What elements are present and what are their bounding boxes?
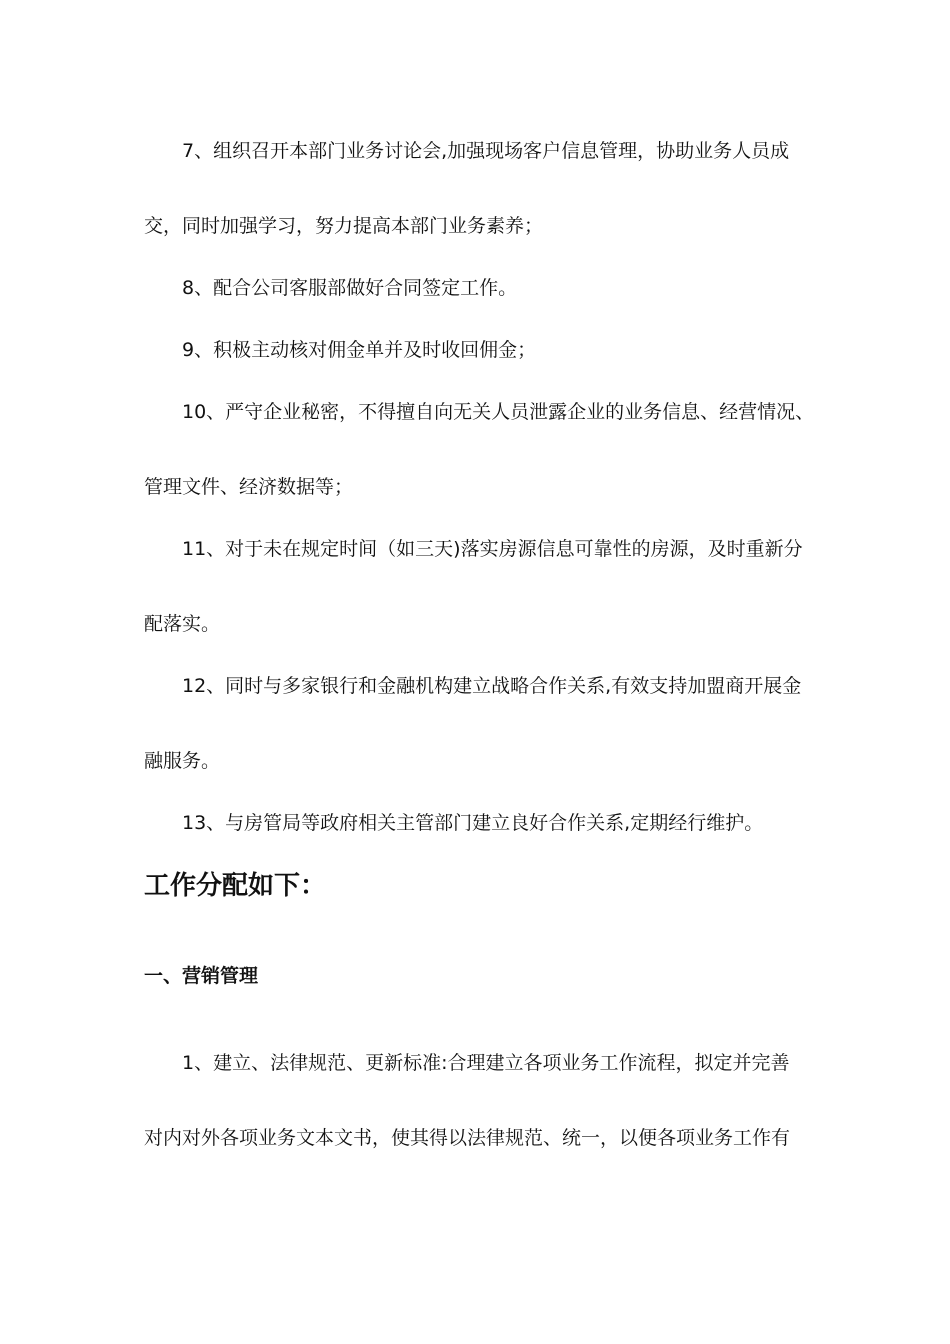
section-heading: 工作分配如下：	[144, 871, 327, 901]
item-7-line-1: 7、组织召开本部门业务讨论会,加强现场客户信息管理，协助业务人员成	[182, 140, 790, 162]
item-7-line-2: 交，同时加强学习，努力提高本部门业务素养；	[144, 215, 544, 237]
item-10-line-1: 10、严守企业秘密，不得擅自向无关人员泄露企业的业务信息、经营情况、	[182, 401, 815, 423]
item-12-line-2: 融服务。	[144, 750, 221, 772]
item-10-line-2: 管理文件、经济数据等；	[144, 476, 354, 498]
item-9-line-1: 9、积极主动核对佣金单并及时收回佣金；	[182, 339, 537, 361]
subsection-item-1-line-2: 对内对外各项业务文本文书，使其得以法律规范、统一，以便各项业务工作有	[144, 1127, 791, 1149]
subsection-heading: 一、营销管理	[144, 965, 259, 987]
item-11-line-2: 配落实。	[144, 613, 221, 635]
subsection-item-1-line-1: 1、建立、法律规范、更新标准:合理建立各项业务工作流程，拟定并完善	[182, 1052, 790, 1074]
item-12-line-1: 12、同时与多家银行和金融机构建立战略合作关系,有效支持加盟商开展金	[182, 675, 802, 697]
item-11-line-1: 11、对于未在规定时间（如三天)落实房源信息可靠性的房源，及时重新分	[182, 538, 803, 560]
item-13-line-1: 13、与房管局等政府相关主管部门建立良好合作关系,定期经行维护。	[182, 812, 764, 834]
item-8-line-1: 8、配合公司客服部做好合同签定工作。	[182, 277, 518, 299]
